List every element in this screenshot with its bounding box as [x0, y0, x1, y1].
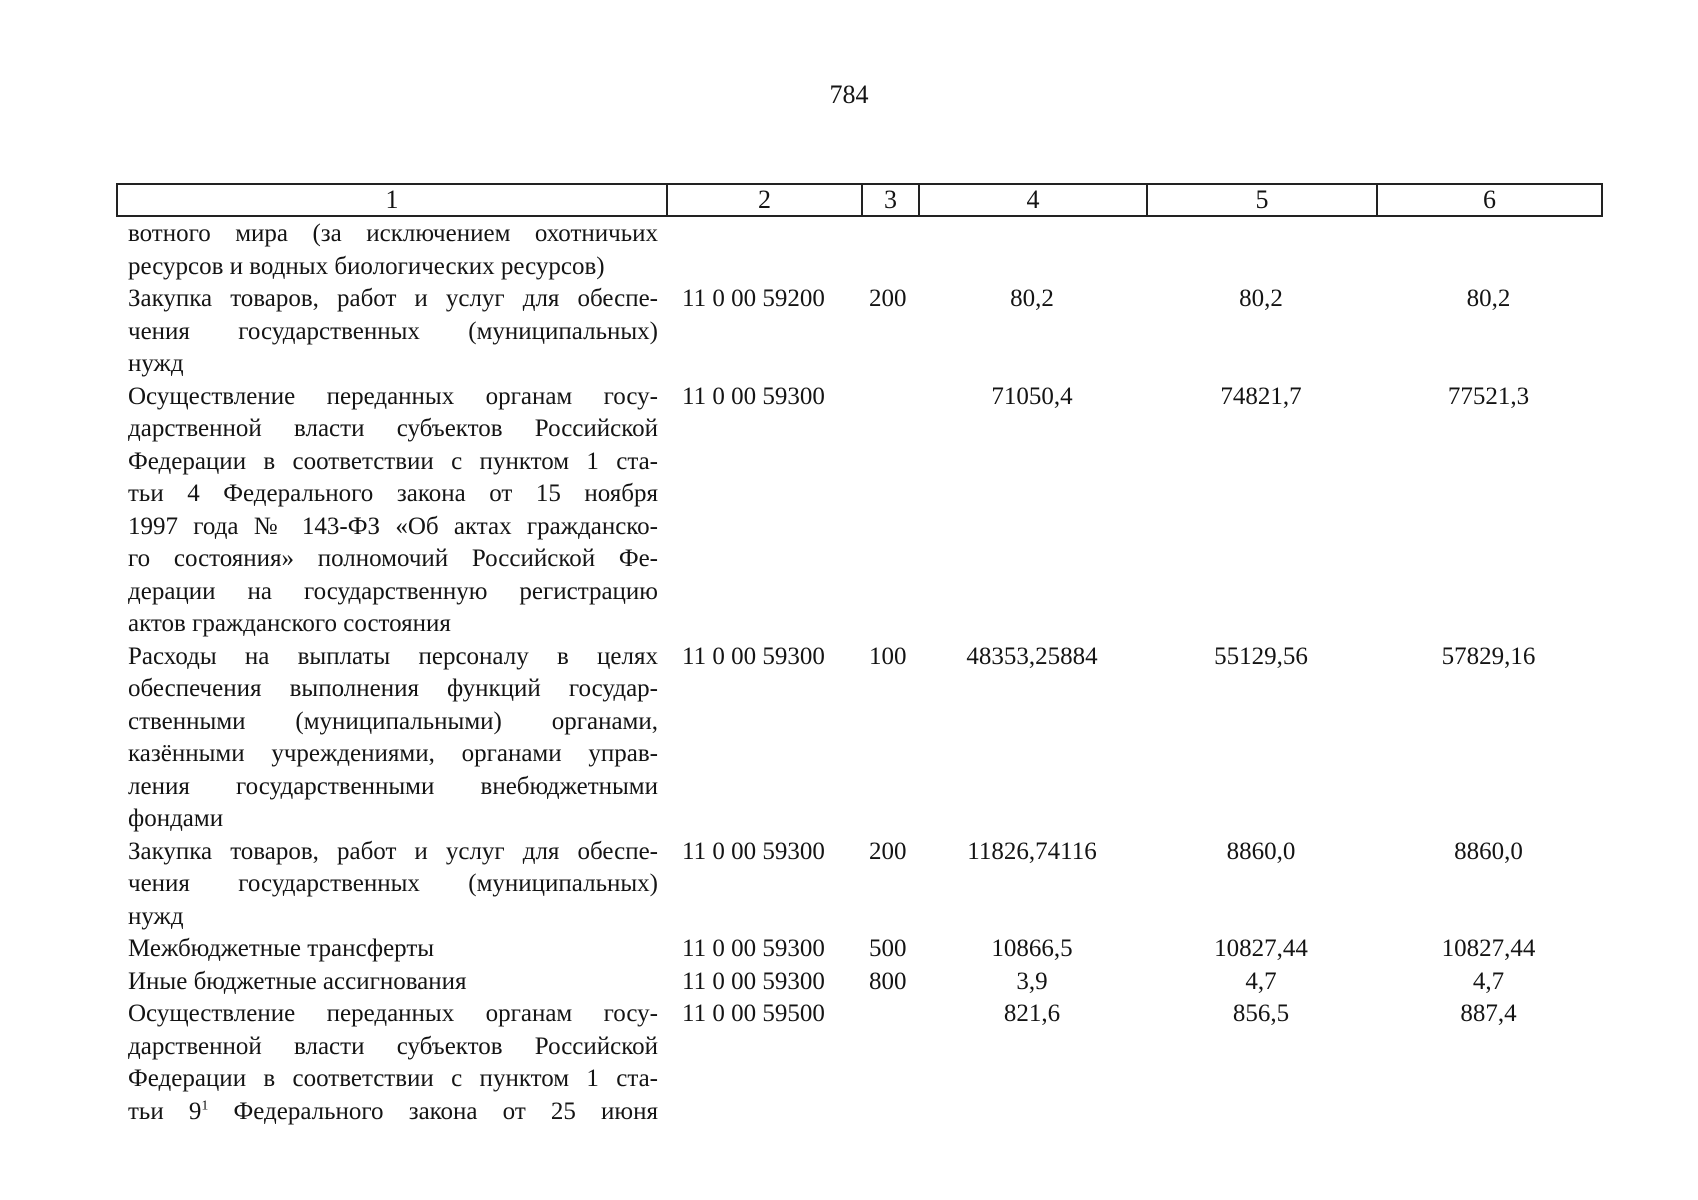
target-code: 11 0 00 59300 [682, 382, 825, 410]
value-col-6: 57829,16 [1441, 642, 1536, 670]
value-col-6: 4,7 [1472, 967, 1505, 995]
expense-type: 200 [869, 285, 907, 312]
description-line: дарственной власти субъектов Российской [128, 1032, 658, 1060]
value-col-4: 71050,4 [991, 382, 1073, 410]
table-header [116, 183, 1603, 217]
value-col-6: 77521,3 [1447, 382, 1530, 410]
expense-type: 100 [869, 642, 907, 670]
description-line: Федерации в соответствии с пунктом 1 ста- [128, 447, 658, 475]
header-col-6: 6 [1377, 184, 1602, 216]
value-col-5: 10827,44 [1214, 935, 1308, 962]
table-row [116, 966, 1601, 999]
target-code: 11 0 00 59500 [682, 1000, 825, 1027]
target-code: 11 0 00 59300 [682, 837, 825, 865]
description-line: 1997 года № 143-ФЗ «Об актах гражданско- [128, 512, 658, 540]
expense-type: 200 [869, 837, 907, 865]
description-line: Федерации в соответствии с пунктом 1 ста- [128, 1065, 658, 1092]
row-description [116, 966, 666, 999]
target-code: 11 0 00 59300 [682, 967, 825, 995]
row-description [116, 641, 666, 836]
description-line: Расходы на выплаты персоналу в целях [128, 642, 658, 670]
page-number: 784 [829, 80, 869, 109]
table-row [116, 641, 1601, 836]
description-line: казёнными учреждениями, органами управ- [128, 740, 658, 767]
description-text: тьи 9 [128, 1097, 202, 1125]
description-line: Осуществление переданных органам госу- [128, 382, 658, 410]
description-line: Осуществление переданных органам госу- [128, 1000, 658, 1027]
value-col-6: 10827,44 [1441, 935, 1536, 962]
description-line: нужд [128, 902, 184, 930]
description-line: дарственной власти субъектов Российской [128, 415, 658, 442]
description-line [128, 1096, 658, 1129]
target-code: 11 0 00 59200 [682, 285, 825, 312]
description-line: ресурсов и водных биологических ресурсов) [128, 252, 605, 280]
value-col-5: 80,2 [1239, 285, 1283, 312]
row-description [116, 381, 666, 641]
expense-type: 800 [869, 967, 907, 995]
description-line: фондами [128, 805, 224, 832]
header-col-5: 5 [1147, 184, 1377, 216]
table-row [116, 933, 1601, 966]
value-col-6: 8860,0 [1454, 837, 1523, 865]
description-line: тьи 4 Федерального закона от 15 ноября [128, 480, 658, 507]
target-code: 11 0 00 59300 [682, 935, 825, 962]
value-col-5: 856,5 [1232, 1000, 1290, 1027]
header-col-4: 4 [919, 184, 1147, 216]
value-col-6: 887,4 [1460, 1000, 1517, 1027]
description-line: го состояния» полномочий Российской Фе- [128, 545, 658, 572]
description-line: Иные бюджетные ассигнования [128, 967, 467, 995]
description-line: нужд [128, 350, 184, 377]
header-col-2: 2 [667, 184, 862, 216]
description-line: Закупка товаров, работ и услуг для обеспе- [128, 837, 658, 865]
value-col-4: 48353,25884 [966, 642, 1098, 670]
superscript: 1 [201, 1098, 209, 1114]
value-col-4: 821,6 [1003, 1000, 1061, 1027]
description-line: чения государственных (муниципальных) [128, 870, 658, 897]
expense-type: 500 [869, 935, 907, 962]
description-text: Федерального закона от 25 июня [208, 1097, 658, 1125]
table-row [116, 998, 1601, 1128]
description-line: дерации на государственную регистрацию [128, 577, 658, 605]
value-col-5: 4,7 [1245, 967, 1277, 995]
row-description [116, 933, 666, 966]
table-row [116, 283, 1601, 381]
value-col-4: 10866,5 [991, 935, 1073, 962]
header-col-1: 1 [117, 184, 667, 216]
value-col-5: 55129,56 [1214, 642, 1308, 670]
header-col-3: 3 [862, 184, 919, 216]
value-col-4: 11826,74116 [967, 837, 1097, 865]
table-row [116, 218, 1601, 283]
value-col-4: 80,2 [1010, 285, 1054, 312]
value-col-6: 80,2 [1466, 285, 1511, 312]
description-line: чения государственных (муниципальных) [128, 317, 658, 345]
row-description [116, 836, 666, 934]
description-line: Закупка товаров, работ и услуг для обеспе- [128, 285, 658, 312]
row-description [116, 998, 666, 1128]
value-col-5: 8860,0 [1226, 837, 1296, 865]
description-line: актов гражданского состояния [128, 610, 451, 637]
table-body [116, 218, 1601, 1128]
description-line: обеспечения выполнения функций государ- [128, 675, 658, 702]
target-code: 11 0 00 59300 [682, 642, 825, 670]
description-line: вотного мира (за исключением охотничьих [128, 220, 658, 247]
description-line: Межбюджетные трансферты [128, 935, 435, 962]
value-col-5: 74821,7 [1220, 382, 1302, 410]
description-line: ления государственными внебюджетными [128, 772, 658, 800]
row-description [116, 218, 666, 283]
row-description [116, 283, 666, 381]
table-row [116, 381, 1601, 641]
description-line: ственными (муниципальными) органами, [128, 707, 658, 735]
value-col-4: 3,9 [1016, 967, 1048, 995]
table-row [116, 836, 1601, 934]
